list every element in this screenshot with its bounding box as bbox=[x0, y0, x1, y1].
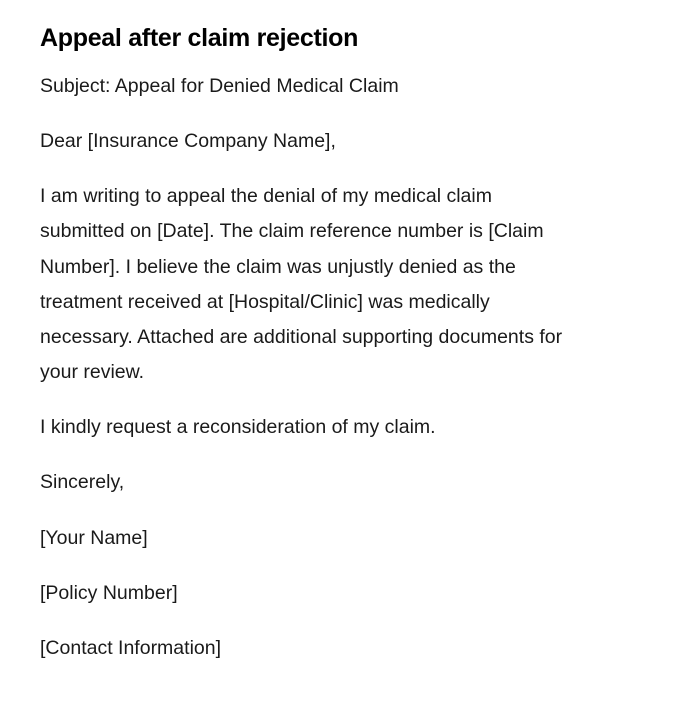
body-paragraph bbox=[40, 179, 640, 391]
signature-contact: [Contact Information] bbox=[40, 637, 222, 659]
body-line: Number]. I believe the claim was unjustly denied as the bbox=[40, 255, 516, 278]
body-line: your review. bbox=[40, 361, 145, 384]
signature-policy-number: [Policy Number] bbox=[40, 582, 178, 604]
body-line: treatment received at [Hospital/Clinic] was medically bbox=[40, 290, 490, 313]
closing: Sincerely, bbox=[40, 471, 125, 493]
signature-name: [Your Name] bbox=[40, 527, 148, 549]
body-line: submitted on [Date]. The claim reference number is [Claim bbox=[40, 220, 544, 243]
subject-line: Subject: Appeal for Denied Medical Claim bbox=[40, 75, 399, 97]
request-line: I kindly request a reconsideration of my claim. bbox=[40, 416, 436, 438]
body-line: I am writing to appeal the denial of my medical claim bbox=[40, 185, 492, 207]
salutation: Dear [Insurance Company Name], bbox=[40, 130, 336, 152]
body-line: necessary. Attached are additional supporting documents for bbox=[40, 326, 563, 349]
document-title: Appeal after claim rejection bbox=[40, 24, 359, 52]
